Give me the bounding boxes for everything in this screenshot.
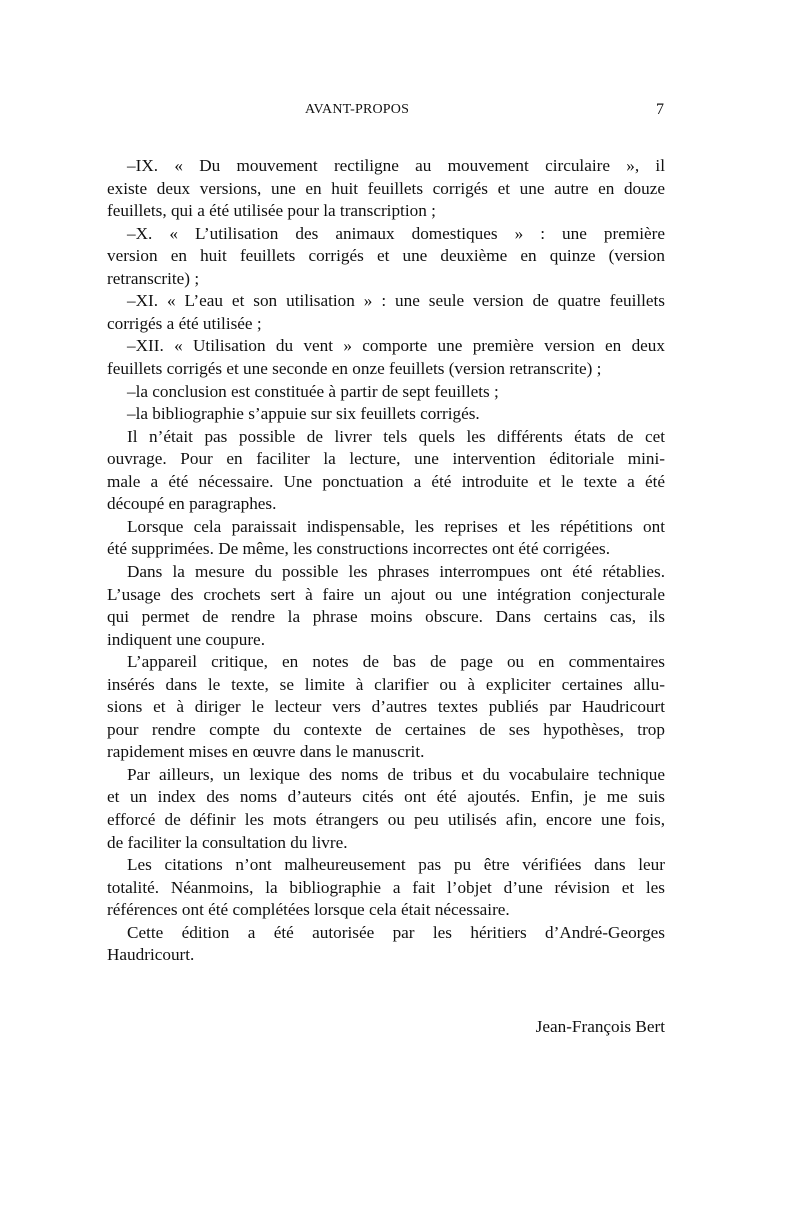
text-line: L’usage des crochets sert à faire un ajout ou une intégration conjecturale xyxy=(107,584,665,604)
text-line: feuillets corrigés et une seconde en onze feuillets (version retranscrite) ; xyxy=(107,359,602,378)
text-line: Les citations n’ont malheureusement pas pu être vérifiées dans leur xyxy=(127,855,665,875)
text-line: Dans la mesure du possible les phrases interrompues ont été rétablies. xyxy=(127,561,665,581)
text-line: Cette édition a été autorisée par les héritiers d’André-Georges xyxy=(127,922,665,942)
text-line: male a été nécessaire. Une ponctuation a été introduite et le texte a été xyxy=(107,471,665,491)
text-line: été supprimées. De même, les constructions incorrectes ont été corrigées. xyxy=(107,539,611,559)
text-line: qui permet de rendre la phrase moins obscure. Dans certains cas, ils xyxy=(107,607,665,626)
page-number: 7 xyxy=(656,101,664,118)
text-line: sions et à diriger le lecteur vers d’autres textes publiés par Haudricourt xyxy=(107,697,665,717)
author-signature: Jean-François Bert xyxy=(535,1017,665,1036)
text-line: de faciliter la consultation du livre. xyxy=(107,832,348,852)
text-line: rapidement mises en œuvre dans le manuscrit. xyxy=(107,742,425,762)
text-line: –IX. « Du mouvement rectiligne au mouvement circulaire », il xyxy=(127,156,665,175)
text-line: L’appareil critique, en notes de bas de page ou en commentaires xyxy=(127,652,665,672)
text-line: indiquent une coupure. xyxy=(107,629,265,649)
text-line: totalité. Néanmoins, la bibliographie a fait l’objet d’une révision et les xyxy=(107,877,665,897)
text-line: découpé en paragraphes. xyxy=(107,494,277,514)
text-line: Par ailleurs, un lexique des noms de tribus et du vocabulaire technique xyxy=(127,764,665,784)
text-line: –X. « L’utilisation des animaux domestiques » : une première xyxy=(127,223,665,243)
text-line: références ont été complétées lorsque cela était nécessaire. xyxy=(107,900,510,920)
text-line: feuillets, qui a été utilisée pour la transcription ; xyxy=(107,201,436,221)
text-line: –la conclusion est constituée à partir de sept feuillets ; xyxy=(127,381,499,401)
text-line: –XI. « L’eau et son utilisation » : une seule version de quatre feuillets xyxy=(127,291,665,311)
text-line: corrigés a été utilisée ; xyxy=(107,313,262,333)
text-line: efforcé de définir les mots étrangers ou peu utilisés afin, encore une fois, xyxy=(107,810,665,829)
text-line: pour rendre compte du contexte de certaines de ses hypothèses, trop xyxy=(107,719,665,739)
text-line: retranscrite) ; xyxy=(107,268,200,288)
text-line: Lorsque cela paraissait indispensable, les reprises et les répétitions ont xyxy=(127,516,665,536)
text-line: insérés dans le texte, se limite à clarifier ou à expliciter certaines allu- xyxy=(107,674,665,694)
text-line: existe deux versions, une en huit feuillets corrigés et une autre en douze xyxy=(107,178,665,198)
text-line: –XII. « Utilisation du vent » comporte une première version en deux xyxy=(127,336,665,356)
running-head: AVANT-PROPOS xyxy=(305,102,410,117)
text-line: version en huit feuillets corrigés et une deuxième en quinze (version xyxy=(107,246,665,266)
text-line: Haudricourt. xyxy=(107,945,195,965)
text-line: ouvrage. Pour en faciliter la lecture, une intervention éditoriale mini- xyxy=(107,449,665,469)
text-line: et un index des noms d’auteurs cités ont été ajoutés. Enfin, je me suis xyxy=(107,787,665,807)
text-line: –la bibliographie s’appuie sur six feuillets corrigés. xyxy=(127,404,480,424)
text-line: Il n’était pas possible de livrer tels quels les différents états de cet xyxy=(127,426,665,446)
